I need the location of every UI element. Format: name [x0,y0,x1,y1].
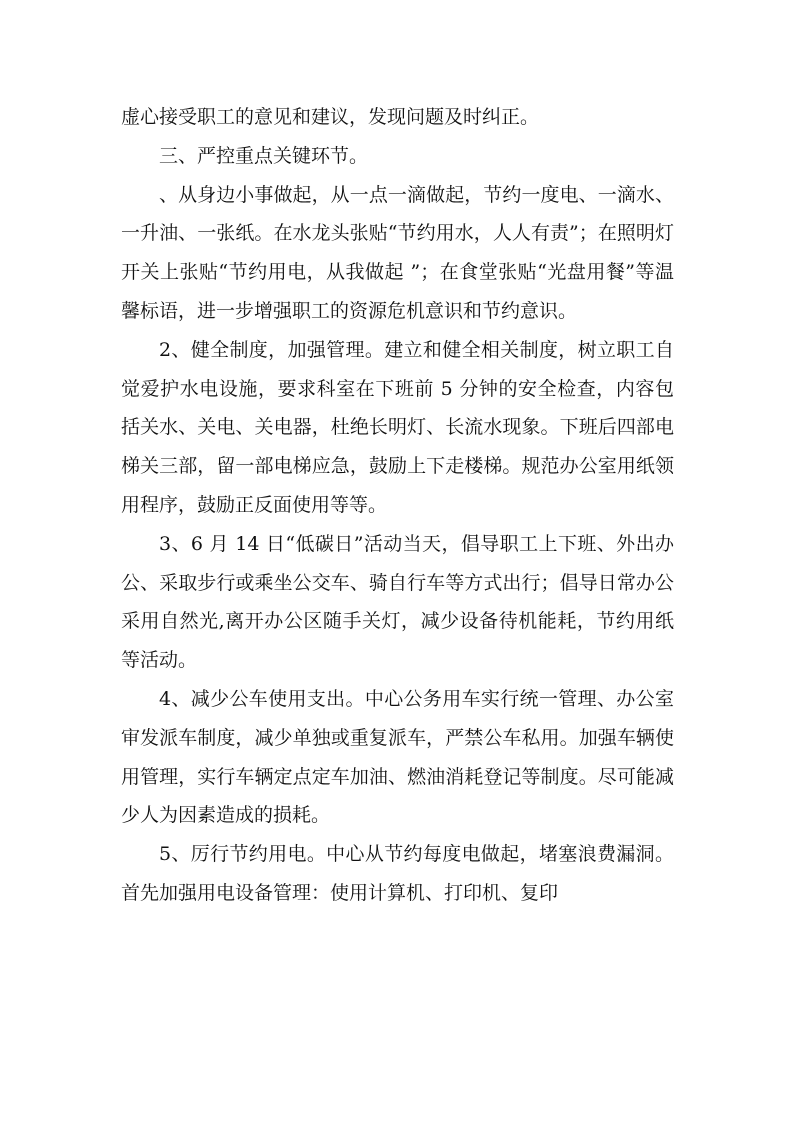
paragraph-item-5: 5、厉行节约用电。中心从节约每度电做起，堵塞浪费漏洞。首先加强用电设备管理：使用计算机、打印机、复印 [121,843,674,904]
document-body [121,98,674,913]
paragraph-item-2: 2、健全制度，加强管理。建立和健全相关制度，树立职工自觉爱护水电设施，要求科室在下班前 5 分钟的安全检查，内容包括关水、关电、关电器，杜绝长明灯、长流水现象。下班后四部电梯关三部，留一部电梯应急，鼓励上下走楼梯。规范办公室用纸领用程序，鼓励正反面使用等等。 [121,338,674,516]
paragraph-item-3: 3、6 月 14 日“低碳日”活动当天，倡导职工上下班、外出办公、采取步行或乘坐公交车、骑自行车等方式出行；倡导日常办公采用自然光,离开办公区随手关灯，减少设备待机能耗，节约用纸等活动。 [121,532,674,672]
paragraph-continuation: 虚心接受职工的意见和建议，发现问题及时纠正。 [121,106,540,128]
section-heading: 三、严控重点关键环节。 [159,144,369,167]
paragraph-item-1: 、从身边小事做起，从一点一滴做起，节约一度电、一滴水、一升油、一张纸。在水龙头张贴“节约用水，人人有责”；在照明灯开关上张贴“节约用电，从我做起 ”；在食堂张贴“光盘用餐”等温馨标语，进一步增强职工的资源危机意识和节约意识。 [121,183,674,322]
paragraph-item-4: 4、减少公车使用支出。中心公务用车实行统一管理、办公室审发派车制度，减少单独或重复派车，严禁公车私用。加强车辆使用管理，实行车辆定点定车加油、燃油消耗登记等制度。尽可能减少人为因素造成的损耗。 [121,687,674,827]
